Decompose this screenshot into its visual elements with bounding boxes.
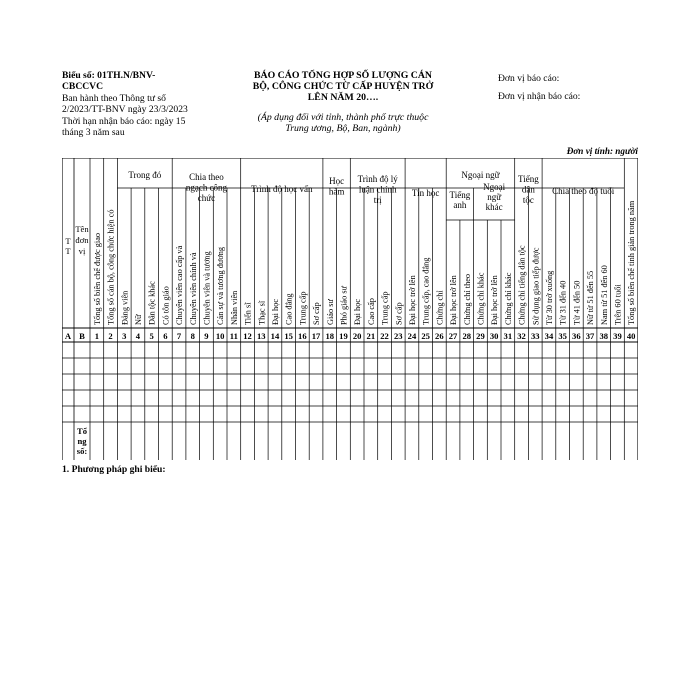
group-label: Chia theo độ tuổi: [552, 186, 615, 196]
receiver-unit-label: Đơn vị nhận báo cáo:: [498, 91, 581, 102]
column-header: Trung cấp: [298, 291, 308, 325]
index-cell: 20: [352, 331, 362, 341]
section-heading: 1. Phương pháp ghi biểu:: [62, 464, 166, 475]
index-cell: 18: [325, 331, 335, 341]
index-cell: 12: [243, 331, 252, 341]
sender-unit-label: Đơn vị báo cáo:: [498, 73, 560, 84]
index-cell: 3: [122, 331, 127, 341]
group-label: tộc: [522, 195, 534, 205]
tt-header: T: [65, 236, 71, 246]
issued-line1: Ban hành theo Thông tư số: [62, 92, 166, 104]
index-cell: 31: [503, 331, 513, 341]
column-header: Tiến sĩ: [243, 302, 253, 325]
index-cell: 38: [599, 331, 609, 341]
index-cell: 4: [135, 331, 141, 341]
deadline-line2: tháng 3 năm sau: [62, 127, 125, 139]
column-header: Cao cấp: [366, 298, 376, 325]
column-header: Sơ cấp: [394, 302, 404, 325]
subgroup-label: Tiếng: [449, 190, 471, 200]
column-header: Nữ: [133, 314, 143, 325]
index-cell: 25: [421, 331, 430, 341]
index-cell: 23: [393, 331, 403, 341]
column-header: Đại học: [353, 298, 363, 325]
column-header: Đại học trở lên: [449, 275, 459, 325]
column-header: Nam từ 51 đến 60: [599, 265, 609, 325]
column-header: Chuyên viên chính và: [188, 252, 198, 325]
column-header: Đại học: [270, 298, 280, 325]
tt-header: T: [65, 246, 71, 256]
column-header: Dân tộc khác: [147, 281, 157, 325]
group-label: Trình độ lý: [357, 174, 398, 184]
index-cell: 27: [448, 331, 458, 341]
index-cell: 29: [476, 331, 485, 341]
report-title-line1: BÁO CÁO TỔNG HỢP SỐ LƯỢNG CÁN: [254, 70, 432, 81]
index-cell: 5: [149, 331, 154, 341]
index-cell: B: [79, 331, 85, 341]
index-cell: 24: [407, 331, 417, 341]
form-code-line2: CBCCVC: [62, 81, 104, 93]
column-header: Tổng số biên chế được giao: [92, 232, 102, 325]
column-header: Thạc sĩ: [257, 300, 267, 325]
subgroup-label: khác: [485, 202, 503, 212]
index-cell: 6: [163, 331, 168, 341]
group-label: Ngoại ngữ: [461, 170, 500, 180]
column-header: Đảng viên: [120, 290, 130, 325]
index-cell: 14: [270, 331, 280, 341]
column-header: Nữ từ 51 đến 55: [586, 270, 596, 325]
group-label: chức: [197, 193, 216, 203]
index-cell: 2: [108, 331, 113, 341]
index-cell: A: [64, 331, 72, 341]
index-cell: 35: [558, 331, 567, 341]
index-cell: 40: [626, 331, 636, 341]
index-cell: 22: [380, 331, 389, 341]
subgroup-label: Ngoại: [483, 182, 506, 192]
index-cell: 9: [204, 331, 209, 341]
index-cell: 28: [462, 331, 472, 341]
index-cell: 8: [190, 331, 195, 341]
total-label: Tổ: [76, 426, 88, 436]
deadline-line1: Thời hạn nhận báo cáo: ngày 15: [62, 115, 186, 127]
index-cell: 33: [530, 331, 540, 341]
index-cell: 26: [435, 331, 444, 341]
index-cell: 21: [366, 331, 376, 341]
column-header: Có tôn giáo: [161, 286, 171, 325]
subgroup-label: ngữ: [487, 192, 502, 202]
report-title-block: [238, 70, 448, 134]
form-code-line1: Biểu số: 01TH.N/BNV-: [62, 70, 156, 81]
index-cell: 32: [517, 331, 526, 341]
index-cell: 7: [176, 331, 182, 341]
index-cell: 19: [339, 331, 348, 341]
total-label: ng: [77, 436, 87, 446]
column-header: Tổng số biên chế tinh giản trong năm: [627, 200, 637, 325]
column-header: Từ 31 đến 40: [558, 280, 568, 325]
column-header: Chứng chỉ tiếng dân tộc: [517, 245, 527, 325]
index-cell: 36: [572, 331, 581, 341]
column-header: Chuyên viên và tương: [202, 251, 212, 325]
column-header: Cao đẳng: [284, 293, 294, 325]
column-header: Nhân viên: [229, 290, 239, 325]
column-header: Đại học trở lên: [407, 275, 417, 325]
report-title-line2: BỘ, CÔNG CHỨC TỪ CẤP HUYỆN TRỞ: [252, 81, 434, 93]
report-subtitle-line2: Trung ương, Bộ, Ban, ngành): [285, 122, 401, 134]
index-cell: 37: [585, 331, 595, 341]
column-header: Cán sự và tương đương: [216, 246, 226, 325]
column-header: Chứng chỉ khác: [503, 272, 513, 325]
unit-name-header: vị: [78, 246, 86, 256]
column-header: Phó giáo sư: [339, 285, 349, 325]
report-title-line3: LÊN NĂM 20….: [307, 92, 379, 104]
unit-name-header: Tên: [75, 224, 89, 234]
column-header: Trên 60 tuổi: [613, 284, 623, 325]
column-header: Chứng chỉ khác: [476, 272, 486, 325]
index-cell: 15: [284, 331, 293, 341]
subgroup-label: anh: [453, 200, 467, 210]
unit-note: Đơn vị tính: người: [566, 146, 638, 156]
index-cell: 10: [215, 331, 225, 341]
report-units-block: [498, 70, 648, 106]
column-header: Từ 41 đến 50: [572, 280, 582, 325]
index-cell: 17: [311, 331, 321, 341]
column-header: Chứng chỉ: [435, 290, 445, 325]
group-label: Trong đó: [128, 170, 162, 180]
column-header: Sơ cấp: [312, 302, 322, 325]
index-cell: 11: [229, 331, 238, 341]
column-header: Đại học trở lên: [490, 275, 500, 325]
index-cell: 1: [94, 331, 99, 341]
column-header: Chứng chỉ theo: [462, 273, 472, 325]
group-label: hàm: [328, 186, 345, 197]
unit-name-header: đơn: [75, 235, 89, 245]
group-label: trị: [373, 195, 382, 205]
index-cell: 34: [544, 331, 554, 341]
report-subtitle-line1: (Áp dụng đối với tỉnh, thành phố trực thuộc: [257, 111, 429, 123]
group-label: Chia theo: [189, 172, 224, 182]
column-header: Từ 30 trở xuống: [544, 270, 554, 325]
total-label: số:: [76, 446, 88, 456]
index-cell: 39: [613, 331, 622, 341]
column-header: Sử dụng giao tiếp được: [531, 247, 541, 325]
column-header: Trung cấp, cao đẳng: [421, 257, 431, 325]
form-code-block: [62, 70, 222, 138]
issued-line2: 2/2023/TT-BNV ngày 23/3/2023: [62, 104, 188, 116]
group-label: ngạch công: [185, 182, 228, 193]
group-label: dân: [521, 184, 535, 195]
index-cell: 13: [256, 331, 266, 341]
index-cell: 16: [298, 331, 307, 341]
index-cell: 30: [489, 331, 499, 341]
column-header: Tổng số cán bộ, công chức hiện có: [106, 209, 116, 325]
group-label: luận chính: [358, 184, 397, 195]
column-header: Chuyên viên cao cấp và: [175, 245, 185, 325]
group-label: Tiếng: [518, 174, 539, 184]
column-header: Trung cấp: [380, 291, 390, 325]
column-header: Giáo sư: [325, 299, 335, 325]
report-table: [62, 158, 638, 460]
group-label: Trình độ học vấn: [251, 184, 313, 194]
group-label: Tin học: [411, 188, 440, 198]
group-label: Học: [329, 176, 345, 186]
